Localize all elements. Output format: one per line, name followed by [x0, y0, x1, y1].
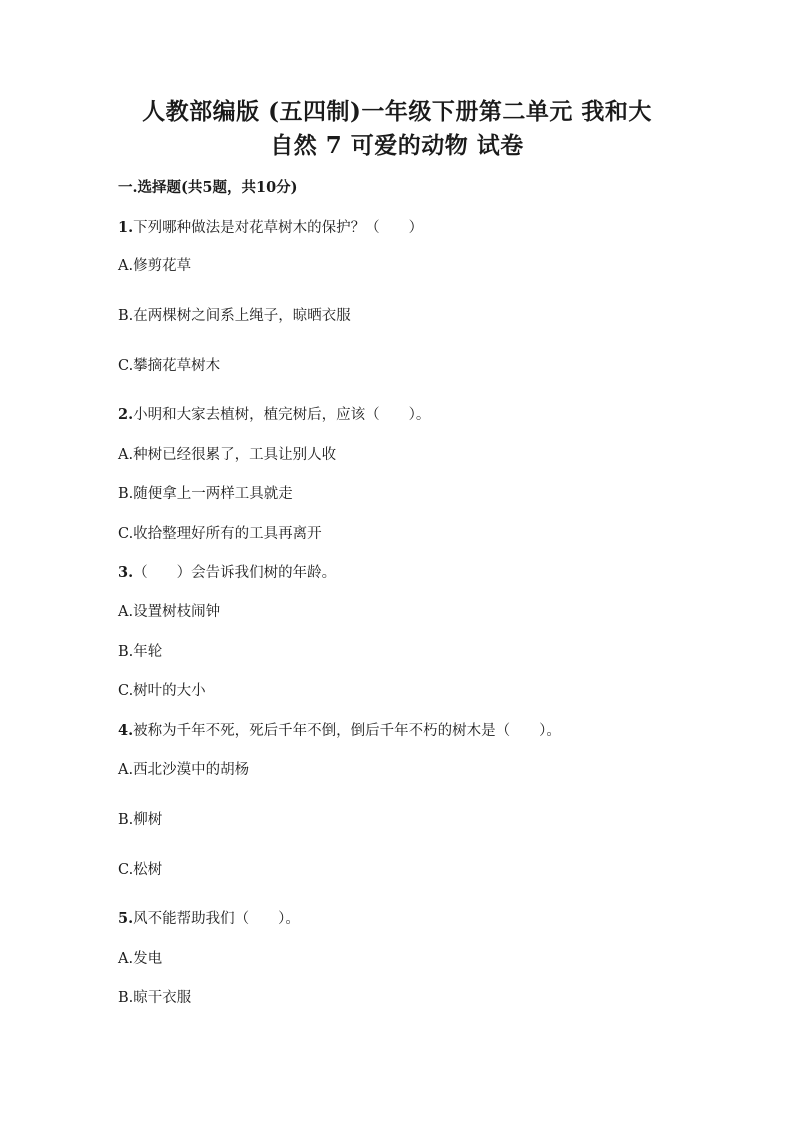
- question-1-option-c: C.攀摘花草树木: [118, 358, 221, 374]
- question-number: 3.: [118, 564, 134, 581]
- question-1-option-b: B.在两棵树之间系上绳子，晾晒衣服: [118, 308, 351, 324]
- question-number: 5.: [118, 910, 134, 927]
- question-3-option-b: B.年轮: [118, 644, 163, 660]
- question-4: [118, 721, 561, 741]
- exam-title-line-2: 自然 7 可爱的动物 试卷: [270, 132, 524, 159]
- question-text: 被称为千年不死，死后千年不倒，倒后千年不朽的树木是（ ）。: [133, 723, 561, 739]
- question-3: [118, 563, 336, 583]
- question-3-option-a: A.设置树枝闹钟: [118, 604, 221, 620]
- question-number: 4.: [118, 722, 134, 739]
- question-2: [118, 405, 430, 425]
- question-5: [118, 909, 300, 929]
- question-text: 风不能帮助我们（ ）。: [133, 911, 300, 927]
- question-2-option-b: B.随便拿上一两样工具就走: [118, 486, 293, 502]
- question-3-option-c: C.树叶的大小: [118, 683, 206, 699]
- question-5-option-b: B.晾干衣服: [118, 990, 192, 1006]
- question-5-option-a: A.发电: [118, 951, 163, 967]
- question-2-option-c: C.收拾整理好所有的工具再离开: [118, 526, 322, 542]
- question-text: 小明和大家去植树，植完树后，应该（ ）。: [133, 407, 431, 423]
- question-number: 2.: [118, 406, 134, 423]
- question-text: （ ）会告诉我们树的年龄。: [133, 565, 337, 581]
- exam-title-line-1: 人教部编版 (五四制)一年级下册第二单元 我和大: [142, 98, 652, 125]
- question-1: [118, 218, 423, 238]
- question-text: 下列哪种做法是对花草树木的保护？（ ）: [133, 220, 424, 236]
- question-4-option-c: C.松树: [118, 862, 163, 878]
- question-1-option-a: A.修剪花草: [118, 258, 192, 274]
- section-heading: 一.选择题(共5题，共10分): [118, 179, 298, 196]
- question-4-option-a: A.西北沙漠中的胡杨: [118, 762, 250, 778]
- question-number: 1.: [118, 219, 134, 236]
- question-2-option-a: A.种树已经很累了，工具让别人收: [118, 447, 337, 463]
- question-4-option-b: B.柳树: [118, 812, 163, 828]
